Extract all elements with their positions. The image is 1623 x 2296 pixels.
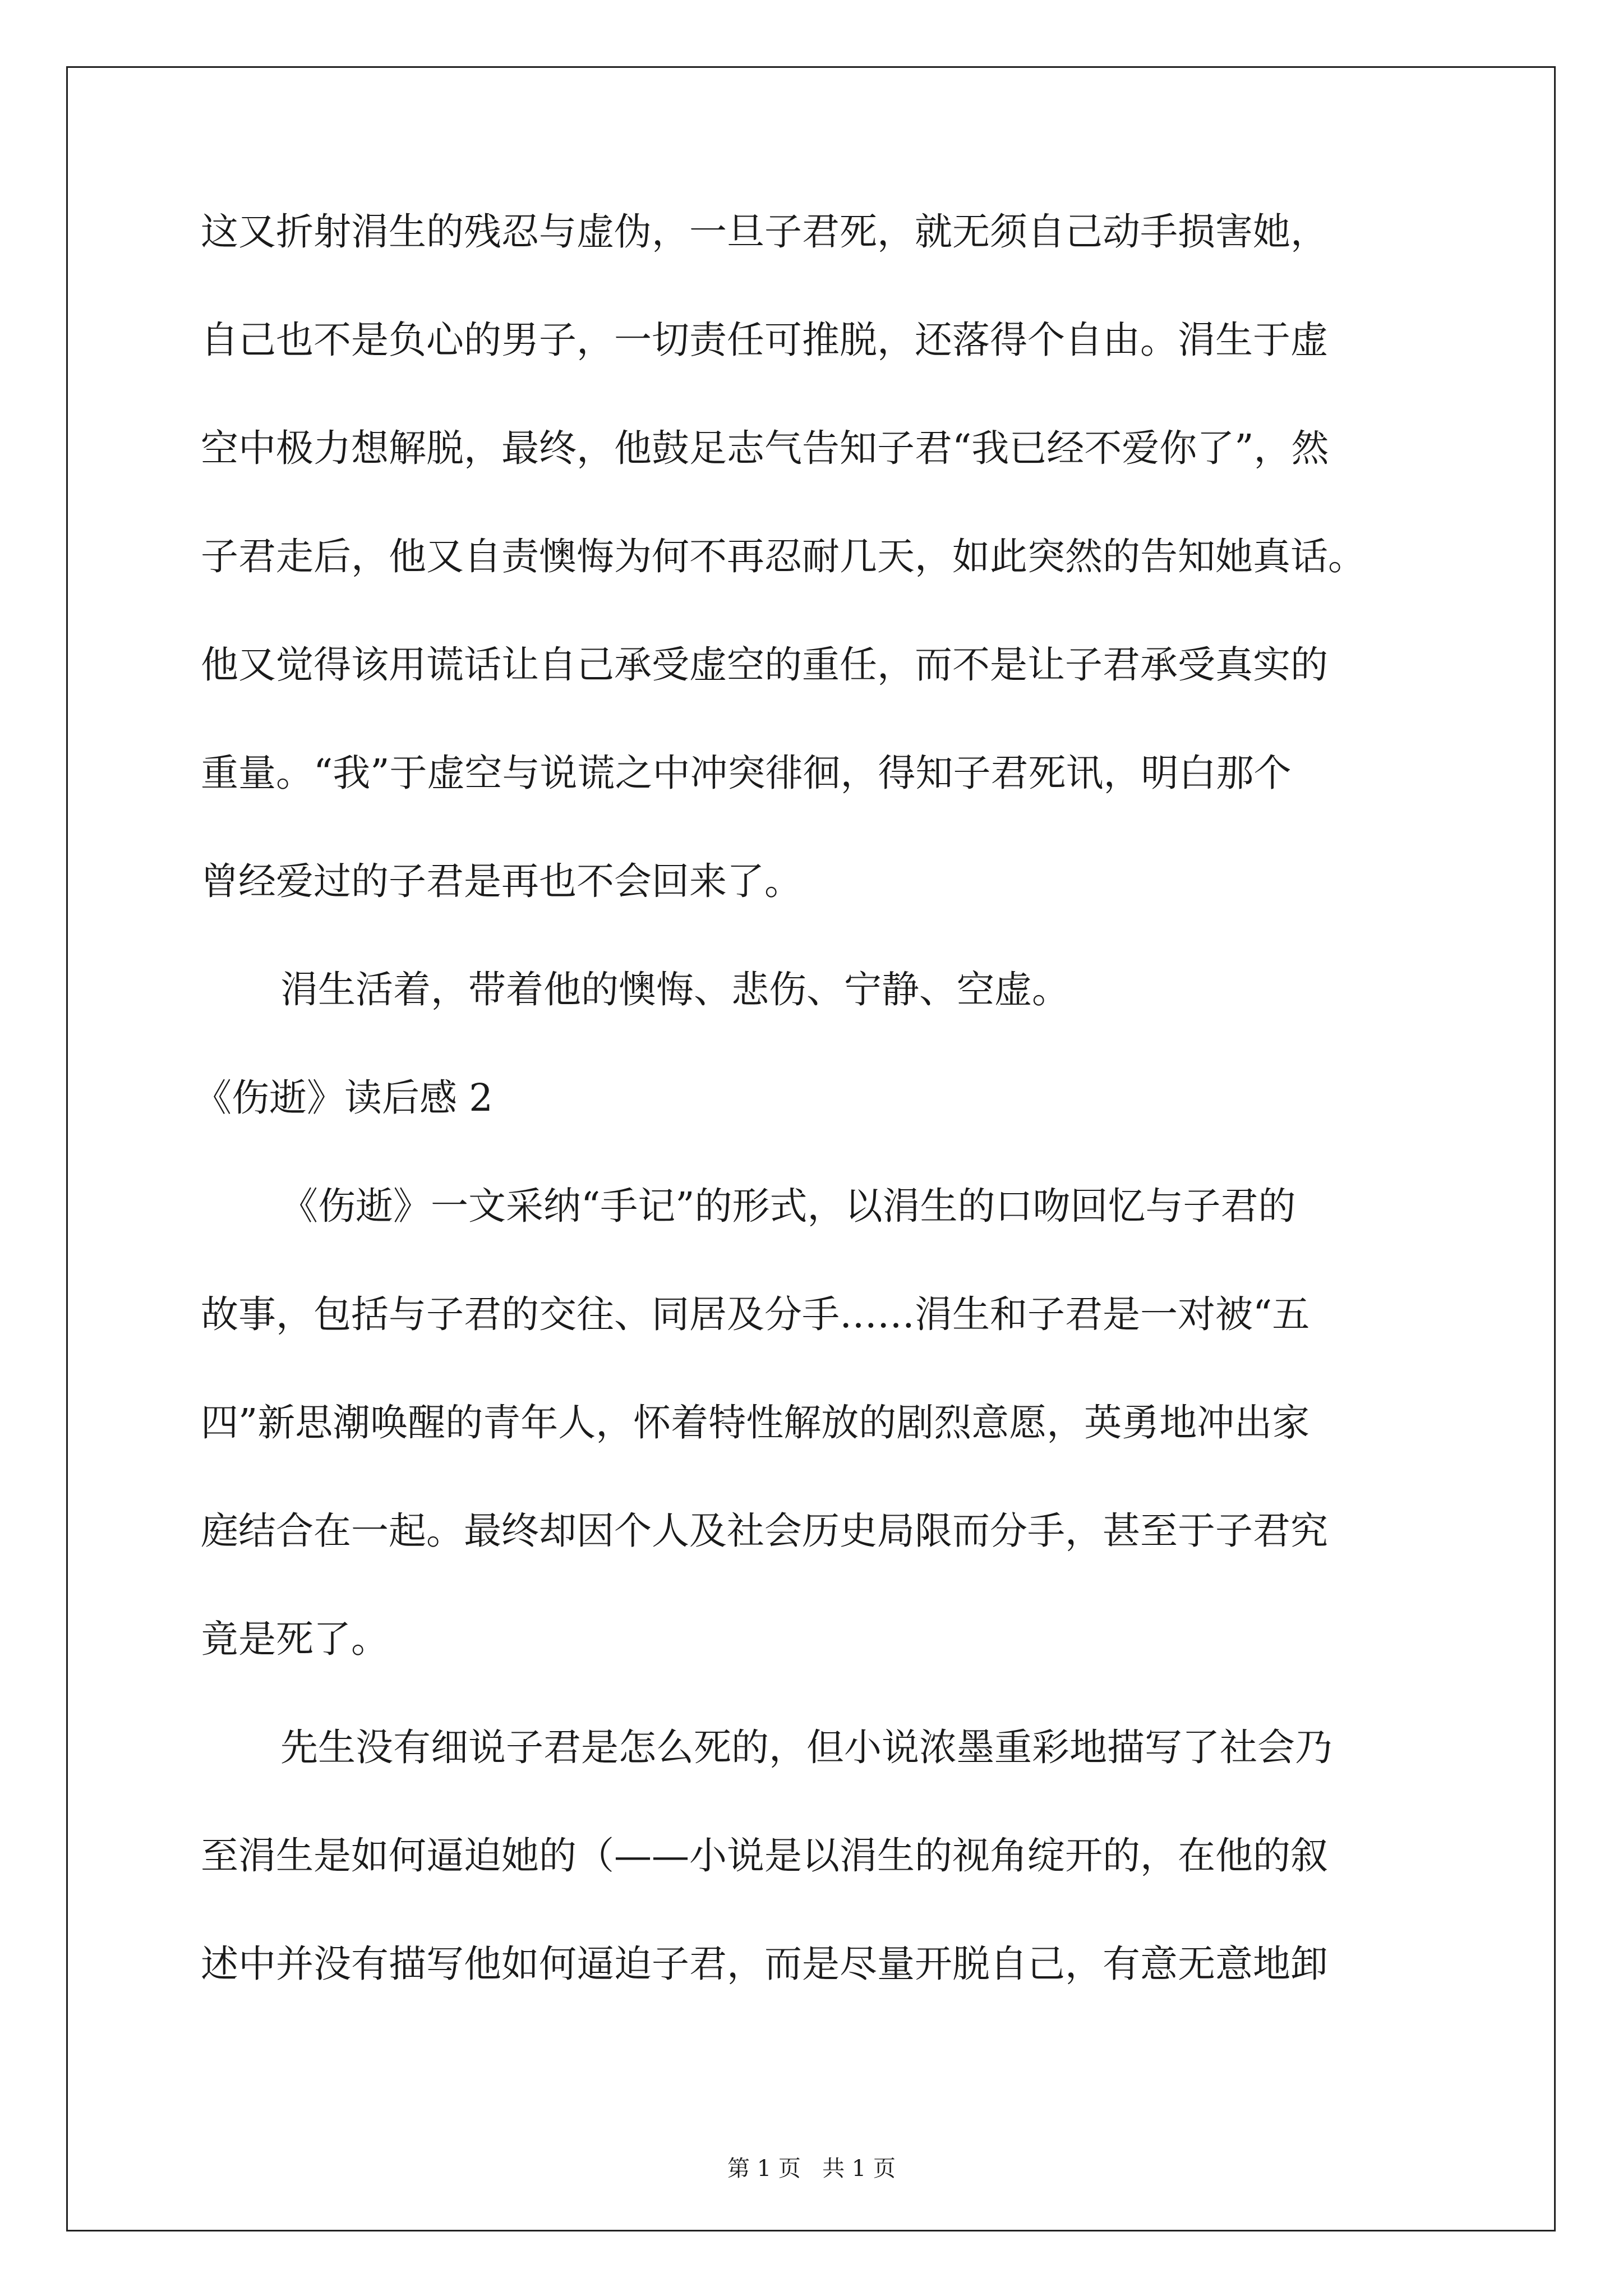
text-line: 重量。“我”于虚空与说谎之中冲突徘徊，得知子君死讯，明白那个 xyxy=(201,751,1292,795)
page-number-footer: 第 1 页 共 1 页 xyxy=(727,2156,896,2182)
text-line: 子君走后，他又自责懊悔为何不再忍耐几天，如此突然的告知她真话。 xyxy=(201,535,1366,578)
text-line: 至涓生是如何逼迫她的（——小说是以涓生的视角绽开的，在他的叙 xyxy=(201,1834,1328,1878)
paragraph-start-line: 《伤逝》一文采纳“手记”的形式，以涓生的口吻回忆与子君的 xyxy=(280,1184,1296,1228)
text-line: 庭结合在一起。最终却因个人及社会历史局限而分手，甚至于子君究 xyxy=(201,1509,1328,1553)
paragraph-start-line: 先生没有细说子君是怎么死的，但小说浓墨重彩地描写了社会乃 xyxy=(280,1726,1332,1769)
section-heading: 《伤逝》读后感 2 xyxy=(194,1076,493,1120)
text-line: 自己也不是负心的男子，一切责任可推脱，还落得个自由。涓生于虚 xyxy=(201,318,1328,362)
document-body xyxy=(194,210,1423,2054)
paragraph-start-line: 涓生活着，带着他的懊悔、悲伤、宁静、空虚。 xyxy=(280,968,1069,1011)
text-line: 他又觉得该用谎话让自己承受虚空的重任，而不是让子君承受真实的 xyxy=(201,643,1328,687)
text-line: 空中极力想解脱，最终，他鼓足志气告知子君“我已经不爱你了”，然 xyxy=(201,426,1329,470)
text-line: 四”新思潮唤醒的青年人，怀着特性解放的剧烈意愿，英勇地冲出家 xyxy=(201,1401,1310,1444)
text-line: 曾经爱过的子君是再也不会回来了。 xyxy=(201,859,802,903)
text-line: 竟是死了。 xyxy=(201,1617,389,1661)
text-line: 这又折射涓生的残忍与虚伪，一旦子君死，就无须自己动手损害她， xyxy=(201,210,1328,254)
text-line: 述中并没有描写他如何逼迫子君，而是尽量开脱自己，有意无意地卸 xyxy=(201,1942,1328,1986)
text-line: 故事，包括与子君的交往、同居及分手……涓生和子君是一对被“五 xyxy=(201,1292,1310,1336)
